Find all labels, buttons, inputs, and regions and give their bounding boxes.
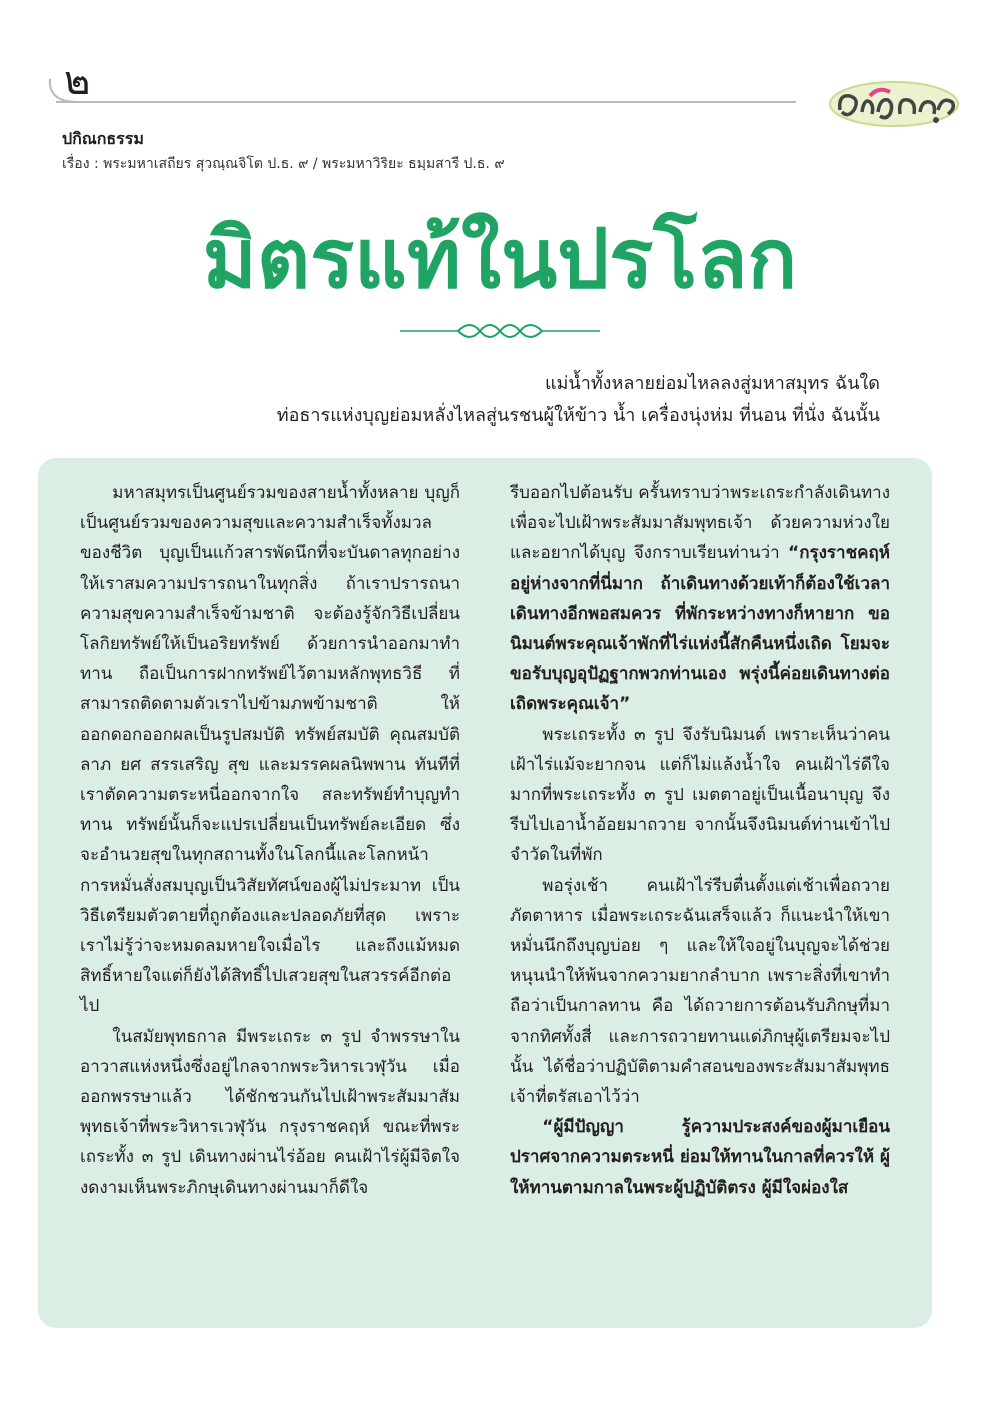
section-name: ปกิณกธรรม [62, 129, 144, 148]
paragraph: พอรุ่งเช้า คนเฝ้าไร่รีบตื่นตั้งแต่เช้าเพื่อถวายภัตตาหาร เมื่อพระเถระฉันเสร็จแล้ว ก็แนะนำให้เขาหมั่นนึกถึงบุญบ่อย ๆ และให้ใจอยู่ในบุญจะได้ช่วยหนุนนำให้พ้นจากความยากลำบาก เพราะสิ่งที่เขาทำถือว่าเป็นกาลทาน คือ ได้ถวายการต้อนรับภิกษุที่มาจากทิศทั้งสี่ และการถวายทานแด่ภิกษุผู้เตรียมจะไปนั้น ได้ชื่อว่าปฏิบัติตามคำสอนของพระสัมมาสัมพุทธเจ้าที่ตรัสเอาไว้ว่า [510, 875, 890, 1108]
paragraph-bold-quote: “ผู้มีปัญญา รู้ความประสงค์ของผู้มาเยือน ปราศจากความตระหนี่ ย่อมให้ทานในกาลที่ควรให้ ผู้ให้ทานตามกาลในพระผู้ปฏิบัติตรง ผู้มีใจผ่องใส [510, 1117, 890, 1198]
quote-bold: “กรุงราชคฤห์อยู่ห่างจากที่นี่มาก ถ้าเดินทางด้วยเท้าก็ต้องใช้เวลาเดินทางอีกพอสมควร ที่พักระหว่างทางก็หายาก ขอนิมนต์พระคุณเจ้าพักที่ไร่แห่งนี้สักคืนหนึ่งเถิด โยมจะขอรับบุญอุปัฏฐากพวกท่านเอง พรุ่งนี้ค่อยเดินทางต่อเถิดพระคุณเจ้า” [510, 543, 890, 715]
header-rule [56, 101, 796, 103]
epigraph [277, 368, 880, 432]
paragraph [510, 478, 890, 720]
column-left [80, 478, 460, 1203]
page-number: ๒ [64, 58, 91, 104]
paragraph: ในสมัยพุทธกาล มีพระเถระ ๓ รูป จำพรรษาในอาวาสแห่งหนึ่งซึ่งอยู่ไกลจากพระวิหารเวฬุวัน เมื่อออกพรรษาแล้ว ได้ชักชวนกันไปเฝ้าพระสัมมาสัมพุทธเจ้าที่พระวิหารเวฬุวัน กรุงราชคฤห์ ขณะที่พระเถระทั้ง ๓ รูป เดินทางผ่านไร่อ้อย คนเฝ้าไร่ผู้มีจิตใจงดงามเห็นพระภิกษุเดินทางผ่านมาก็ดีใจ [80, 1026, 460, 1198]
epigraph-line-1: แม่น้ำทั้งหลายย่อมไหลลงสู่มหาสมุทร ฉันใด [544, 373, 880, 394]
column-right [510, 478, 890, 1203]
ornament-divider [400, 318, 600, 348]
article-title: มิตรแท้ในปรโลก [202, 212, 798, 307]
magazine-logo [818, 72, 968, 136]
paragraph: มหาสมุทรเป็นศูนย์รวมของสายน้ำทั้งหลาย บุญก็เป็นศูนย์รวมของความสุขและความสำเร็จทั้งมวลของชีวิต บุญเป็นแก้วสารพัดนึกที่จะบันดาลทุกอย่างให้เราสมความปรารถนาในทุกสิ่ง ถ้าเราปรารถนาความสุขความสำเร็จข้ามชาติ จะต้องรู้จักวิธีเปลี่ยนโลกิยทรัพย์ให้เป็นอริยทรัพย์ ด้วยการนำออกมาทำทาน ถือเป็นการฝากทรัพย์ไว้ตามหลักพุทธวิธี ที่สามารถติดตามตัวเราไปข้ามภพข้ามชาติ ให้ออกดอกออกผลเป็นรูปสมบัติ ทรัพย์สมบัติ คุณสมบัติ ลาภ ยศ สรรเสริญ สุข และมรรคผลนิพพาน ทันทีที่เราตัดความตระหนี่ออกจากใจ สละทรัพย์ทำบุญทำทาน ทรัพย์นั้นก็จะแปรเปลี่ยนเป็นทรัพย์ละเอียด ซึ่งจะอำนวยสุขในทุกสถานทั้งในโลกนี้และโลกหน้า การหมั่นสั่งสมบุญเป็นวิสัยทัศน์ของผู้ไม่ประมาท เป็นวิธีเตรียมตัวตายที่ถูกต้องและปลอดภัยที่สุด เพราะเราไม่รู้ว่าจะหมดลมหายใจเมื่อไร และถึงแม้หมดสิทธิ์หายใจแต่ก็ยังได้สิทธิ์ไปเสวยสุขในสวรรค์อีกต่อไป [80, 483, 460, 1017]
author-byline: เรื่อง : พระมหาเสถียร สุวณฺณจิโต ป.ธ. ๙ / พระมหาวิริยะ ธมฺมสารี ป.ธ. ๙ [62, 156, 505, 172]
paragraph: พระเถระทั้ง ๓ รูป จึงรับนิมนต์ เพราะเห็นว่าคนเฝ้าไร่แม้จะยากจน แต่ก็ไม่แล้งน้ำใจ คนเฝ้าไร่ดีใจมากที่พระเถระทั้ง ๓ รูป เมตตาอยู่เป็นเนื้อนาบุญ จึงรีบไปเอาน้ำอ้อยมาถวาย จากนั้นจึงนิมนต์ท่านเข้าไปจำวัดในที่พัก [510, 724, 890, 866]
epigraph-line-2: ท่อธารแห่งบุญย่อมหลั่งไหลสู่นรชนผู้ให้ข้าว น้ำ เครื่องนุ่งห่ม ที่นอน ที่นั่ง ฉันนั้น [276, 405, 880, 426]
paragraph-text: รีบออกไปต้อนรับ ครั้นทราบว่าพระเถระกำลังเดินทางเพื่อจะไปเฝ้าพระสัมมาสัมพุทธเจ้า ด้วยความห่วงใยและอยากได้บุญ จึงกราบเรียนท่านว่า [510, 483, 890, 564]
